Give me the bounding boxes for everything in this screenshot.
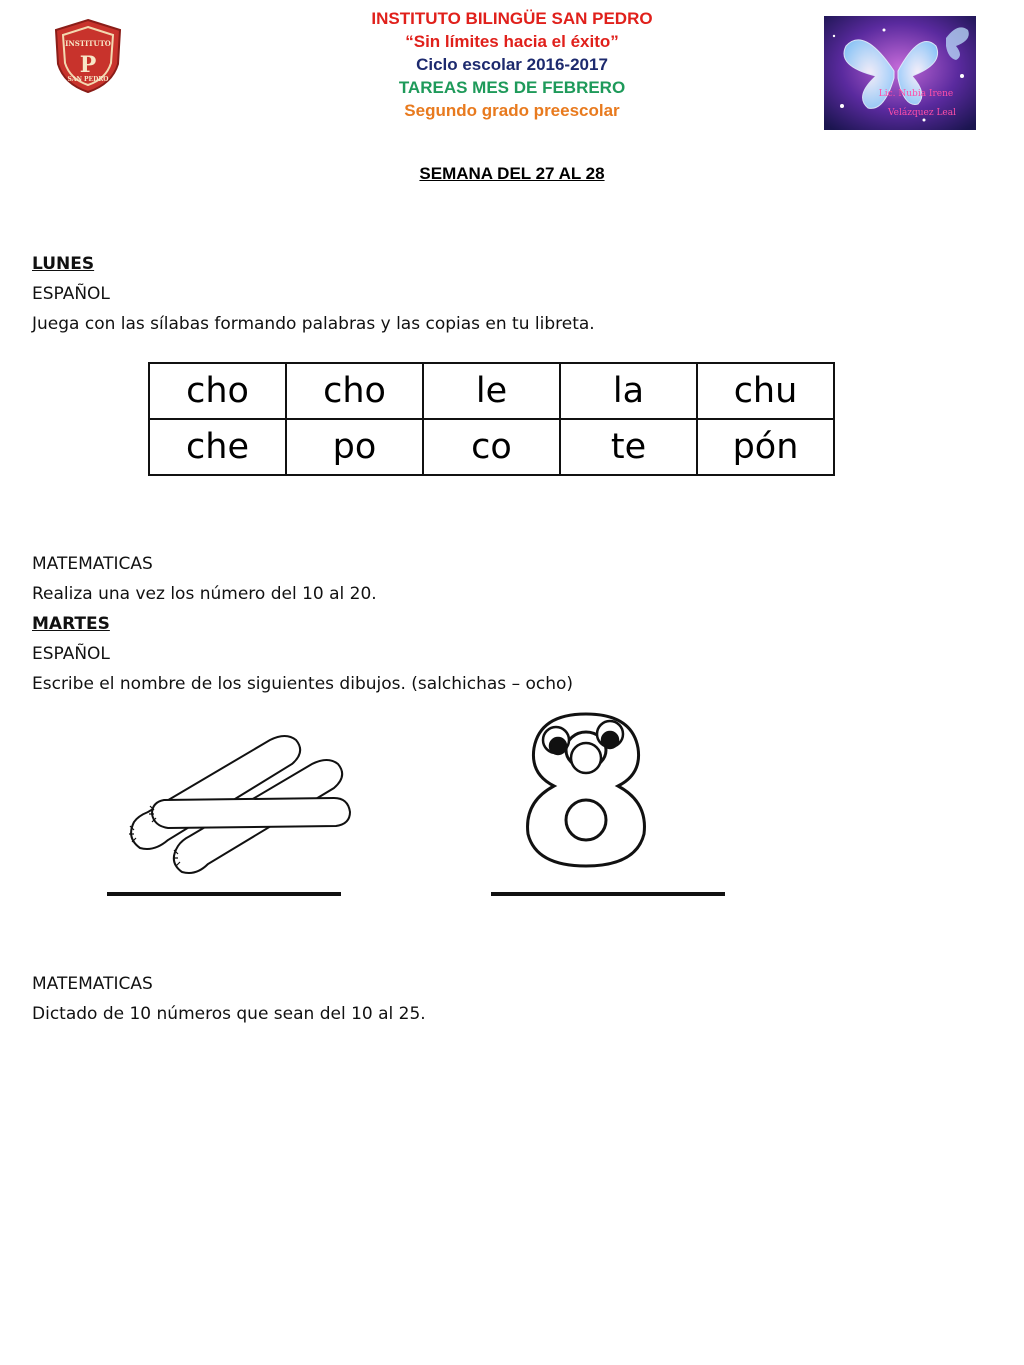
svg-text:Lic. Nubia Irene: Lic. Nubia Irene: [878, 89, 954, 99]
school-crest-icon: [50, 18, 126, 94]
butterfly-image: [824, 16, 976, 130]
svg-text:INSTITUTO: INSTITUTO: [65, 39, 111, 48]
svg-text:P: P: [79, 52, 97, 78]
syllable-cell: te: [560, 419, 697, 475]
grade-level: Segundo grado preescolar: [404, 101, 620, 120]
monday-spanish-task: Juega con las sílabas formando palabras y las copias en tu libreta.: [32, 314, 595, 334]
week-title: SEMANA DEL 27 AL 28: [419, 164, 605, 183]
monday-spanish-label: ESPAÑOL: [32, 284, 110, 304]
monday-math-label: MATEMATICAS: [32, 554, 153, 574]
tuesday-math-task: Dictado de 10 números que sean del 10 al 25.: [32, 1004, 426, 1024]
monday-math-task: Realiza una vez los número del 10 al 20.: [32, 584, 377, 604]
answer-line-sausages: [107, 892, 341, 896]
tuesday-spanish-task: Escribe el nombre de los siguientes dibujos. (salchichas – ocho): [32, 674, 574, 694]
answer-line-eight: [491, 892, 725, 896]
school-cycle: Ciclo escolar 2016-2017: [416, 55, 608, 74]
tuesday-spanish-label: ESPAÑOL: [32, 644, 110, 664]
syllable-cell: chu: [697, 363, 834, 419]
syllable-cell: co: [423, 419, 560, 475]
syllable-cell: le: [423, 363, 560, 419]
svg-text:Velázquez Leal: Velázquez Leal: [887, 108, 957, 118]
syllable-table: [148, 362, 835, 476]
syllable-cell: cho: [286, 363, 423, 419]
monday-heading: LUNES: [32, 254, 95, 274]
tuesday-heading: MARTES: [32, 614, 110, 634]
tuesday-math-label: MATEMATICAS: [32, 974, 153, 994]
syllable-cell: pón: [697, 419, 834, 475]
syllable-cell: po: [286, 419, 423, 475]
syllable-row: [149, 419, 834, 475]
syllable-cell: che: [149, 419, 286, 475]
syllable-cell: la: [560, 363, 697, 419]
svg-text:SAN PEDRO: SAN PEDRO: [67, 76, 109, 83]
syllable-row: [149, 363, 834, 419]
school-motto: “Sin límites hacia el éxito”: [405, 32, 619, 51]
tasks-month: TAREAS MES DE FEBRERO: [398, 78, 626, 97]
sausages-drawing: [120, 730, 360, 880]
eight-drawing: [520, 710, 652, 870]
syllable-cell: cho: [149, 363, 286, 419]
school-name: INSTITUTO BILINGÜE SAN PEDRO: [371, 9, 653, 28]
